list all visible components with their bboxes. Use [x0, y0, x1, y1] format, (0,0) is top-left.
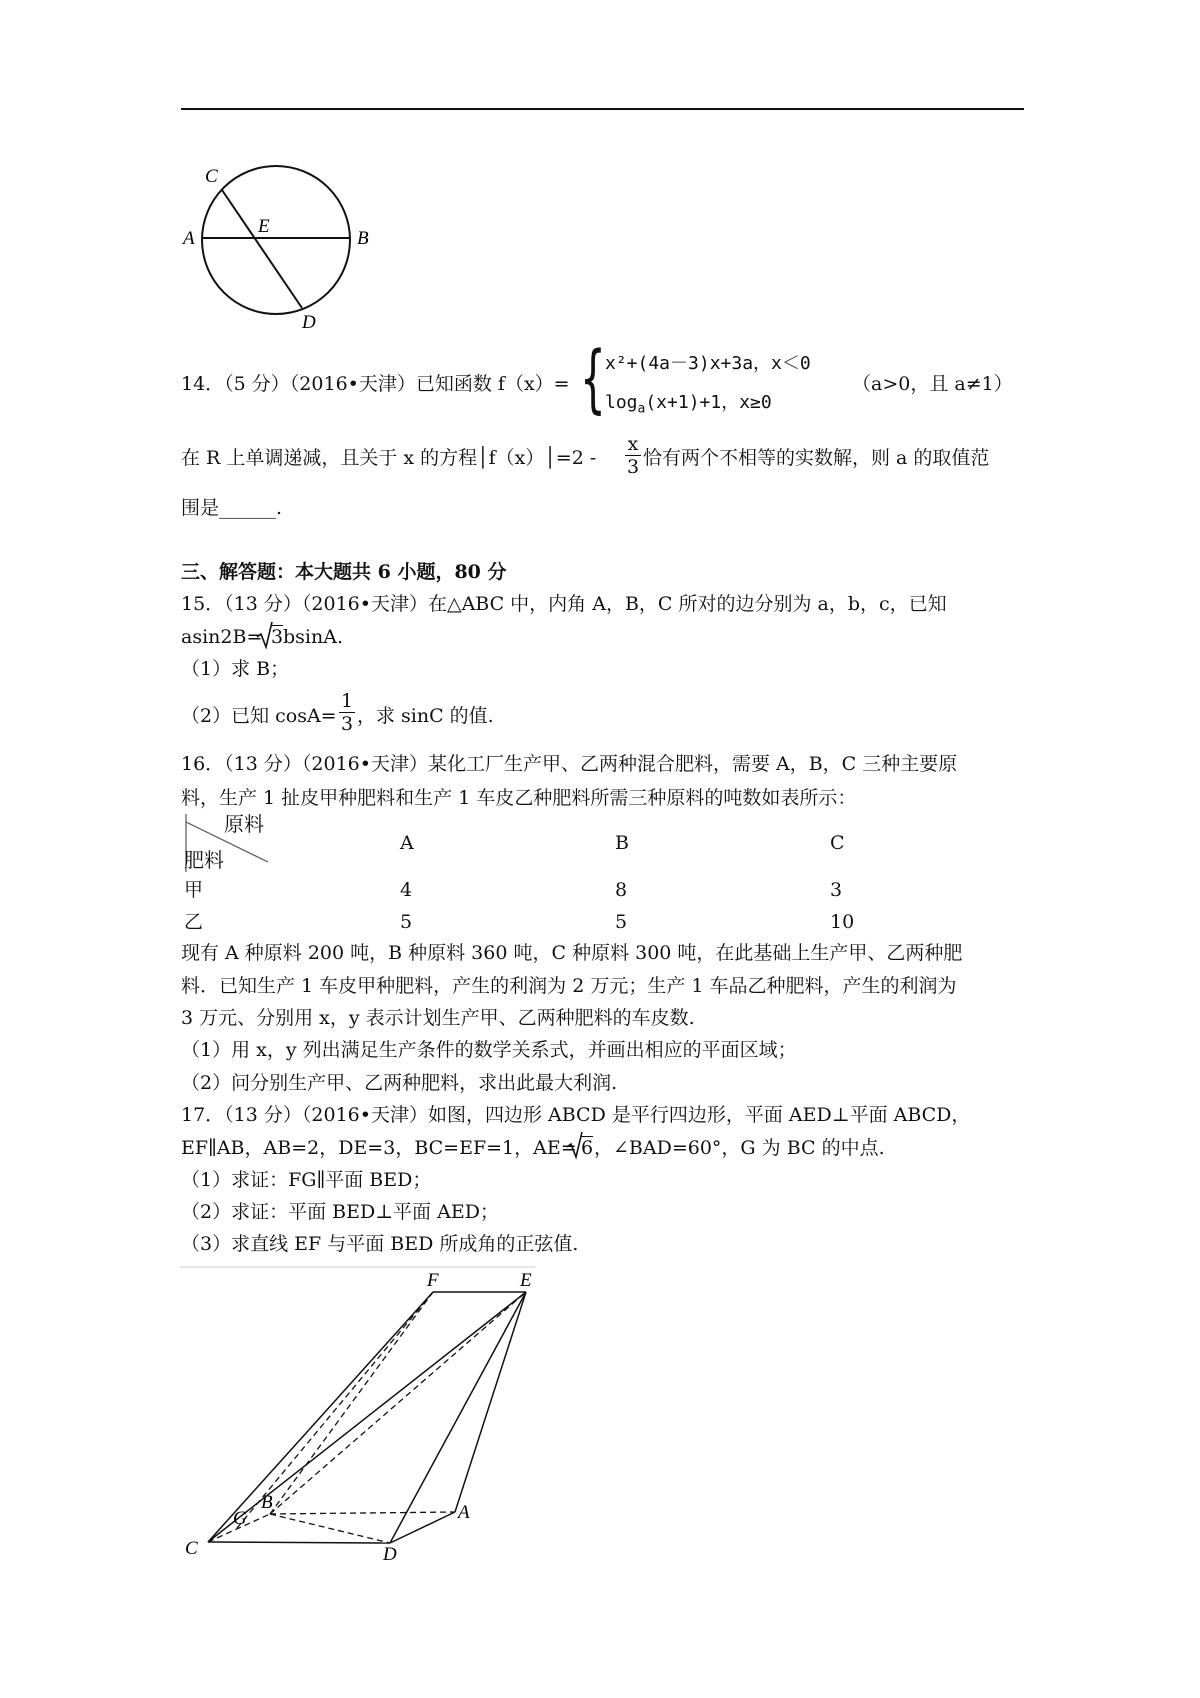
label-a: A — [183, 228, 195, 249]
q14-line3: 围是______. — [181, 497, 283, 519]
q15-part1: （1）求 B； — [181, 658, 290, 680]
circle-figure — [180, 160, 380, 330]
chord-cd — [222, 190, 302, 308]
edge-da — [390, 1512, 455, 1543]
table-row-jia-a: 4 — [400, 879, 413, 901]
circle — [202, 166, 350, 314]
q17-line2a: EF∥AB，AB=2，DE=3，BC=EF=1，AE= — [181, 1137, 577, 1159]
q15-line2b: bsinA. — [283, 626, 343, 648]
q16-part2: （2）问分别生产甲、乙两种肥料，求出此最大利润. — [181, 1072, 618, 1094]
q15-part2a: （2）已知 cosA= — [181, 705, 337, 727]
table-row-jia-name: 甲 — [184, 879, 204, 901]
q16-line2: 料，生产 1 扯皮甲种肥料和生产 1 车皮乙种肥料所需三种原料的吨数如表所示： — [181, 787, 857, 809]
label-c: C — [205, 166, 218, 187]
table-header-a: A — [400, 832, 414, 854]
label-g: G — [233, 1508, 247, 1529]
q14-log-base: a — [637, 401, 646, 417]
table-row-jia-b: 8 — [615, 879, 628, 901]
table-row-yi-name: 乙 — [184, 911, 204, 933]
label-d: D — [302, 312, 316, 330]
q16-line3: 现有 A 种原料 200 吨，B 种原料 360 吨，C 种原料 300 吨，在此基础上生产甲、乙两种肥 — [181, 942, 963, 964]
q17-part1: （1）求证：FG∥平面 BED； — [181, 1169, 432, 1191]
q16-line5: 3 万元、分别用 x，y 表示计划生产甲、乙两种肥料的车皮数. — [181, 1007, 695, 1029]
header-rule — [181, 108, 1024, 110]
edge-cd — [208, 1542, 390, 1543]
q15-frac-num: 1 — [340, 690, 354, 712]
q14-prefix: 14．（5 分）（2016•天津）已知函数 f（x）= — [181, 373, 570, 395]
q16-line4: 料．已知生产 1 车皮甲种肥料，产生的利润为 2 万元；生产 1 车品乙种肥料，产生的利润为 — [181, 975, 957, 997]
edge-bd — [270, 1514, 390, 1543]
q15-line2a: asin2B= — [181, 626, 263, 648]
label-d: D — [383, 1544, 397, 1562]
edge-ba — [270, 1512, 455, 1514]
q14-condition: （a>0，且 a≠1） — [852, 373, 1013, 395]
label-a: A — [458, 1502, 470, 1523]
q14-line2a: 在 R 上单调递减，且关于 x 的方程│f（x）│=2 - — [181, 447, 597, 469]
label-e: E — [258, 216, 270, 237]
q14-log: log — [605, 392, 638, 413]
table-corner-bottom: 肥料 — [184, 848, 224, 872]
table-row-yi-b: 5 — [615, 911, 628, 933]
table-header-c: C — [830, 832, 845, 854]
q16-line1: 16．（13 分）（2016•天津）某化工厂生产甲、乙两种混合肥料，需要 A，B，C 三种主要原 — [181, 753, 958, 775]
q17-radicand: 6 — [581, 1137, 594, 1159]
q14-brace: { — [580, 336, 606, 422]
q14-case2 — [605, 391, 772, 422]
q14-frac-den: 3 — [626, 456, 640, 478]
q15-fraction — [339, 690, 355, 735]
edge-bf — [270, 1292, 433, 1514]
edge-be — [270, 1292, 526, 1514]
label-f: F — [427, 1270, 439, 1291]
edge-cf — [208, 1292, 433, 1542]
table-row-jia-c: 3 — [830, 879, 843, 901]
q15-part2b: ，求 sinC 的值. — [357, 705, 494, 727]
table-corner-top: 原料 — [224, 812, 264, 836]
section-heading: 三、解答题：本大题共 6 小题，80 分 — [181, 561, 507, 583]
q15-radicand: 3 — [271, 626, 284, 648]
q14-frac-num: x — [627, 433, 639, 455]
table-header-b: B — [615, 832, 629, 854]
q15-frac-den: 3 — [340, 713, 354, 735]
table-row-yi-a: 5 — [400, 911, 413, 933]
q16-part1: （1）用 x，y 列出满足生产条件的数学关系式，并画出相应的平面区域； — [181, 1039, 797, 1061]
label-c: C — [185, 1538, 198, 1559]
q17-part2: （2）求证：平面 BED⊥平面 AED； — [181, 1201, 499, 1223]
table-row-yi-c: 10 — [830, 911, 855, 933]
q15-line1: 15．（13 分）（2016•天津）在△ABC 中，内角 A，B，C 所对的边分别为 a，b，c，已知 — [181, 593, 947, 615]
q14-case2-rest: (x+1)+1，x≥0 — [645, 392, 772, 413]
label-b: B — [261, 1492, 273, 1513]
solid-figure — [175, 1262, 555, 1562]
q14-fraction — [625, 433, 641, 478]
q17-line1: 17．（13 分）（2016•天津）如图，四边形 ABCD 是平行四边形，平面 AED⊥平面 ABCD， — [181, 1104, 971, 1126]
q14-case1: x²+(4a－3)x+3a，x＜0 — [605, 353, 811, 374]
q17-line2b: ，∠BAD=60°，G 为 BC 的中点. — [594, 1137, 885, 1159]
q14-line2b: 恰有两个不相等的实数解，则 a 的取值范 — [643, 447, 990, 469]
label-e: E — [520, 1270, 532, 1291]
q17-part3: （3）求直线 EF 与平面 BED 所成角的正弦值. — [181, 1233, 579, 1255]
label-b: B — [357, 228, 369, 249]
